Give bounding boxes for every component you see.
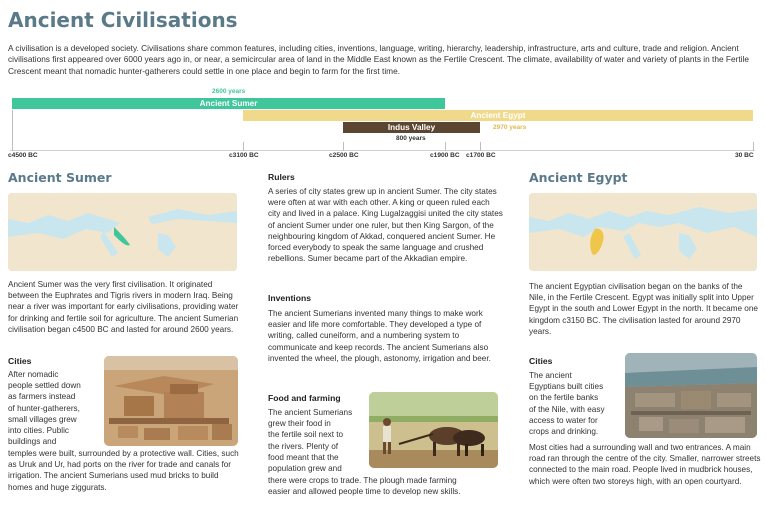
sumer-map xyxy=(8,193,237,271)
sumer-heading: Ancient Sumer xyxy=(8,170,112,185)
tick-label: c2500 BC xyxy=(329,152,359,159)
timeline-axis xyxy=(10,150,755,151)
egypt-map xyxy=(529,193,757,271)
text-line: into cities. Public xyxy=(8,426,69,436)
timeline xyxy=(0,86,766,166)
sumer-city-illustration xyxy=(104,356,238,446)
text-line: food meant that the xyxy=(268,452,339,462)
text-line: the rivers. Plenty of xyxy=(268,441,339,451)
rulers-heading: Rulers xyxy=(268,172,295,182)
text-line: grew their food in xyxy=(268,419,331,429)
ploughing-illustration xyxy=(369,392,498,468)
text-line: The ancient Sumerians xyxy=(268,408,353,417)
page-title: Ancient Civilisations xyxy=(8,8,238,32)
text-line: the fertile soil next to xyxy=(268,430,344,440)
tick-mark xyxy=(480,142,481,151)
timeline-bar-egypt: Ancient Egypt xyxy=(243,110,753,121)
egypt-cities-heading: Cities xyxy=(529,356,553,366)
text-line: of hunter-gatherers, xyxy=(8,403,80,413)
egypt-body: The ancient Egyptian civilisation began on the banks of the Nile, in the Fertile Crescent. Egypt was initially split into Upper Egypt in the south and Lower Egypt in the north. It became one kingdom c3150 BC. The civilisation lasted for around 2970 years. xyxy=(529,282,758,336)
timeline-bar-sumer: Ancient Sumer xyxy=(12,98,445,109)
text-line: Egyptians built cities xyxy=(529,382,604,392)
rulers-body: A series of city states grew up in ancient Sumer. The city states were often at war with each other. A king or queen ruled each city and lived in a palace. King Lugalzaggisi united the city states of ancient Sumer under one ruler, but then King Sargon, of the neighbouring kingdom of Akkad, conquered ancient Sumer. He forced everybody to speak the same language and crushed rebellions. Sumer became part of the Akkadian empire. xyxy=(268,187,503,264)
tick-label: c3100 BC xyxy=(229,152,259,159)
tick-mark xyxy=(243,142,244,151)
text-line: buildings and xyxy=(8,437,57,447)
text-line: of the Nile, with easy xyxy=(529,404,605,414)
tick-mark xyxy=(445,142,446,151)
food-heading: Food and farming xyxy=(268,393,341,403)
text-line: After nomadic xyxy=(8,370,59,379)
tick-mark xyxy=(12,110,13,151)
intro-paragraph: A civilisation is a developed society. Civilisations share common features, including cities, inventions, language, writing, hierarchy, leadership, infrastructure, arts and culture, trade and religion. Ancient civilisations first appeared over 6000 years ago in, or near, a semicircular area of land in the Middle East known as the Fertile Crescent. The climate, availability of water and variety of plants in the Fertile Crescent meant that nomadic hunter-gatherers could settle in one place and begin to farm for the first time. xyxy=(8,43,749,76)
food-wrapped xyxy=(268,407,366,474)
text-line: people settled down xyxy=(8,381,81,391)
text-line: The ancient xyxy=(529,371,572,380)
sumer-cities-rest: temples were built, surrounded by a protective wall. Cities, such as Uruk and Ur, had ports on the river for trade and canals for irrigation. The ancient Sumerians used mud bricks to build homes and huge ziggurats. xyxy=(8,449,239,492)
tick-label: c1900 BC xyxy=(430,152,460,159)
tick-mark xyxy=(753,142,754,151)
inventions-heading: Inventions xyxy=(268,293,311,303)
indus-duration: 800 years xyxy=(396,135,426,142)
egypt-city-illustration xyxy=(625,353,757,438)
timeline-bar-indus: Indus Valley xyxy=(343,122,480,133)
tick-label: 30 BC xyxy=(735,152,754,159)
sumer-body: Ancient Sumer was the very first civilisation. It originated between the Euphrates and Tigris rivers in modern Iraq. Being near a river was important for early civilisations, providing water for drinking and fertile soil for agriculture. The ancient Sumerian civilisation began c4500 BC and lasted for around 2600 years. xyxy=(8,280,239,334)
sumer-cities-heading: Cities xyxy=(8,356,32,366)
sumer-cities-wrapped xyxy=(8,369,103,447)
text-line: access to water for xyxy=(529,415,598,425)
tick-label: c4500 BC xyxy=(8,152,38,159)
egypt-heading: Ancient Egypt xyxy=(529,170,628,185)
egypt-cities-wrapped xyxy=(529,370,624,437)
text-line: small villages grew xyxy=(8,414,77,424)
inventions-body: The ancient Sumerians invented many things to make work easier and life more comfortable. They developed a type of writing, called cuneiform, and a numbering system to communicate and keep records. The ancient Sumerians also invented the wheel, the plough, astonomy, irrigation and beer. xyxy=(268,309,491,363)
text-line: easier and allowed people time to develop new skills. xyxy=(268,487,461,497)
tick-mark xyxy=(343,142,344,151)
text-line: on the fertile banks xyxy=(529,393,599,403)
text-line: population grew and xyxy=(268,464,342,474)
egypt-duration: 2970 years xyxy=(493,124,527,131)
text-line: as farmers instead xyxy=(8,392,76,402)
text-line: there were crops to trade. The plough made farming xyxy=(268,476,457,485)
text-line: crops and drinking. xyxy=(529,427,599,437)
food-rest xyxy=(268,475,504,497)
sumer-duration: 2600 years xyxy=(212,88,246,95)
tick-label: c1700 BC xyxy=(466,152,496,159)
egypt-cities-rest: Most cities had a surrounding wall and two entrances. A main road ran through the centre of the city. Smaller, narrower streets connected to the main road. People lived in mudbrick houses, which were often two storeys high, with an open courtyard. xyxy=(529,443,761,486)
